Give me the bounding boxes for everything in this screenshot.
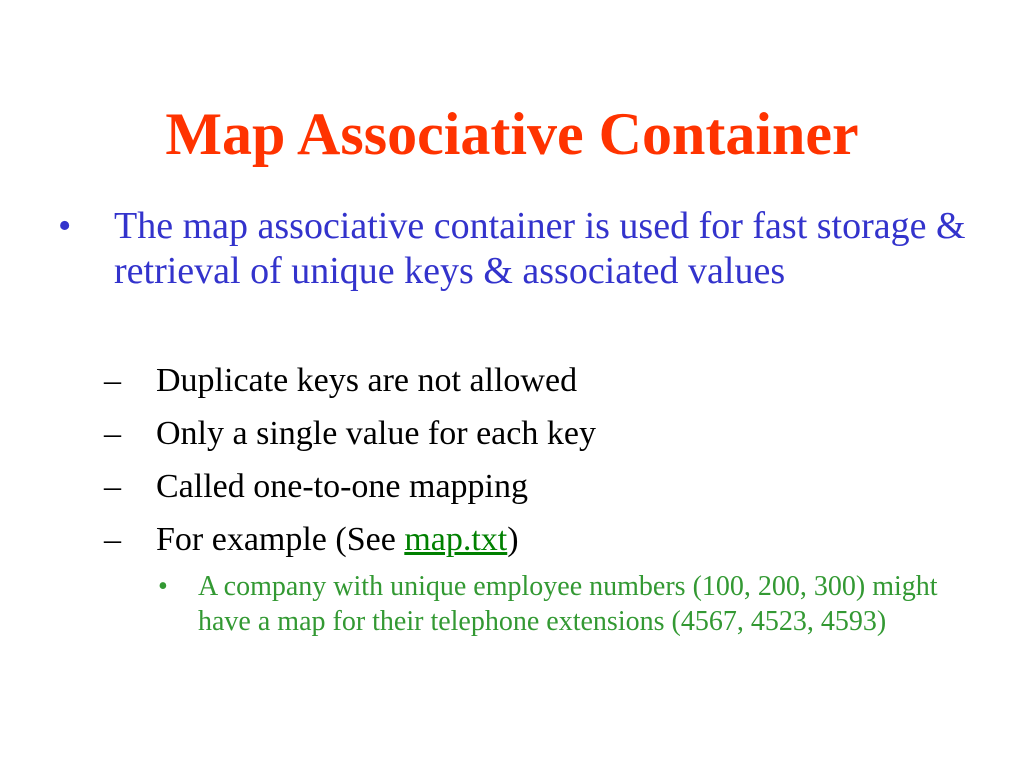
bullet-marker: • [158, 571, 168, 602]
detail-bullet-text: A company with unique employee numbers (100, 200, 300) might have a map for their telephone extensions (4567, 4523, 4593) [198, 571, 938, 637]
dash-marker: – [104, 362, 121, 399]
example-bullet [156, 520, 976, 560]
bullet-marker: • [58, 205, 72, 247]
dash-marker: – [104, 521, 121, 558]
main-bullet-text: The map associative container is used for fast storage & retrieval of unique keys & associated values [114, 205, 966, 292]
sub-bullet-text: Only a single value for each key [156, 415, 596, 452]
dash-marker: – [104, 415, 121, 452]
map-txt-link[interactable]: map.txt [404, 521, 508, 558]
sub-bullet-text: Called one-to-one mapping [156, 468, 529, 505]
example-prefix: For example (See [156, 521, 405, 558]
sub-bullet-text: Duplicate keys are not allowed [156, 362, 578, 399]
slide-title: Map Associative Container [165, 101, 859, 167]
example-suffix: ) [507, 521, 519, 558]
dash-marker: – [104, 468, 121, 505]
